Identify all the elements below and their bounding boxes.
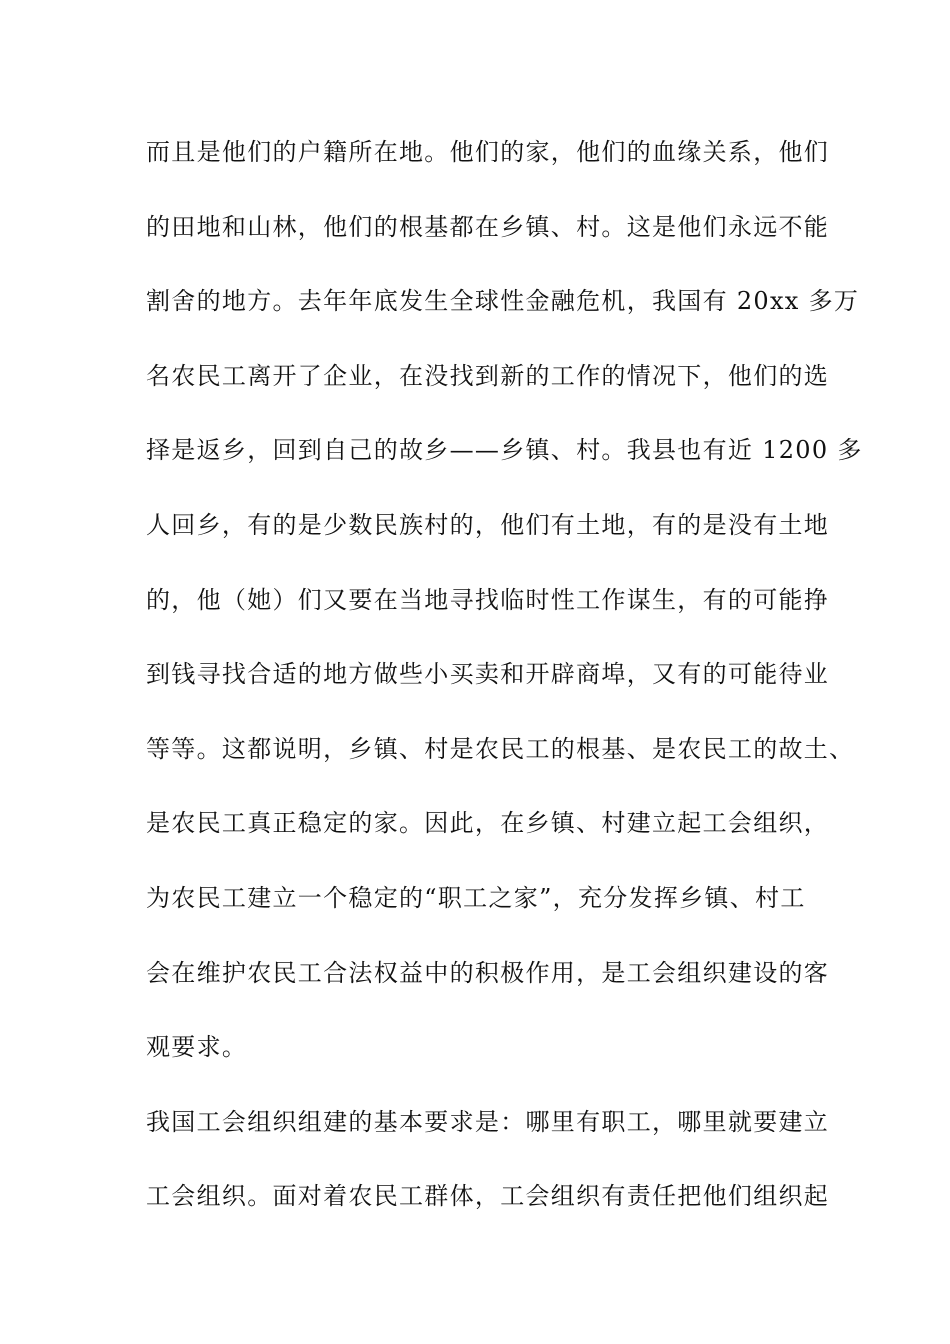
text-line: 名农民工离开了企业，在没找到新的工作的情况下，他们的选 [146, 361, 830, 390]
text-line: 而且是他们的户籍所在地。他们的家，他们的血缘关系，他们 [146, 138, 830, 166]
text-line: 的，他（她）们又要在当地寻找临时性工作谋生，有的可能挣 [146, 585, 830, 614]
text-line: 会在维护农民工合法权益中的积极作用，是工会组织建设的客 [146, 958, 830, 987]
text-line: 观要求。 [146, 1033, 248, 1062]
text-line: 为农民工建立一个稳定的“职工之家”，充分发挥乡镇、村工 [146, 883, 806, 912]
text-line: 择是返乡，回到自己的故乡——乡镇、村。我县也有近 1200 多 [146, 436, 863, 465]
text-line: 割舍的地方。去年年底发生全球性金融危机，我国有 20xx 多万 [146, 287, 860, 316]
body-text [146, 129, 863, 1248]
text-line: 的田地和山林，他们的根基都在乡镇、村。这是他们永远不能 [146, 212, 830, 241]
text-line: 人回乡，有的是少数民族村的，他们有土地，有的是没有土地 [146, 510, 830, 539]
text-line: 是农民工真正稳定的家。因此，在乡镇、村建立起工会组织， [146, 809, 830, 838]
text-line: 工会组织。面对着农民工群体，工会组织有责任把他们组织起 [146, 1182, 830, 1211]
text-line: 到钱寻找合适的地方做些小买卖和开辟商埠，又有的可能待业 [146, 660, 830, 689]
text-line: 等等。这都说明，乡镇、村是农民工的根基、是农民工的故土、 [146, 734, 855, 763]
text-line: 我国工会组织组建的基本要求是：哪里有职工，哪里就要建立 [146, 1107, 830, 1136]
